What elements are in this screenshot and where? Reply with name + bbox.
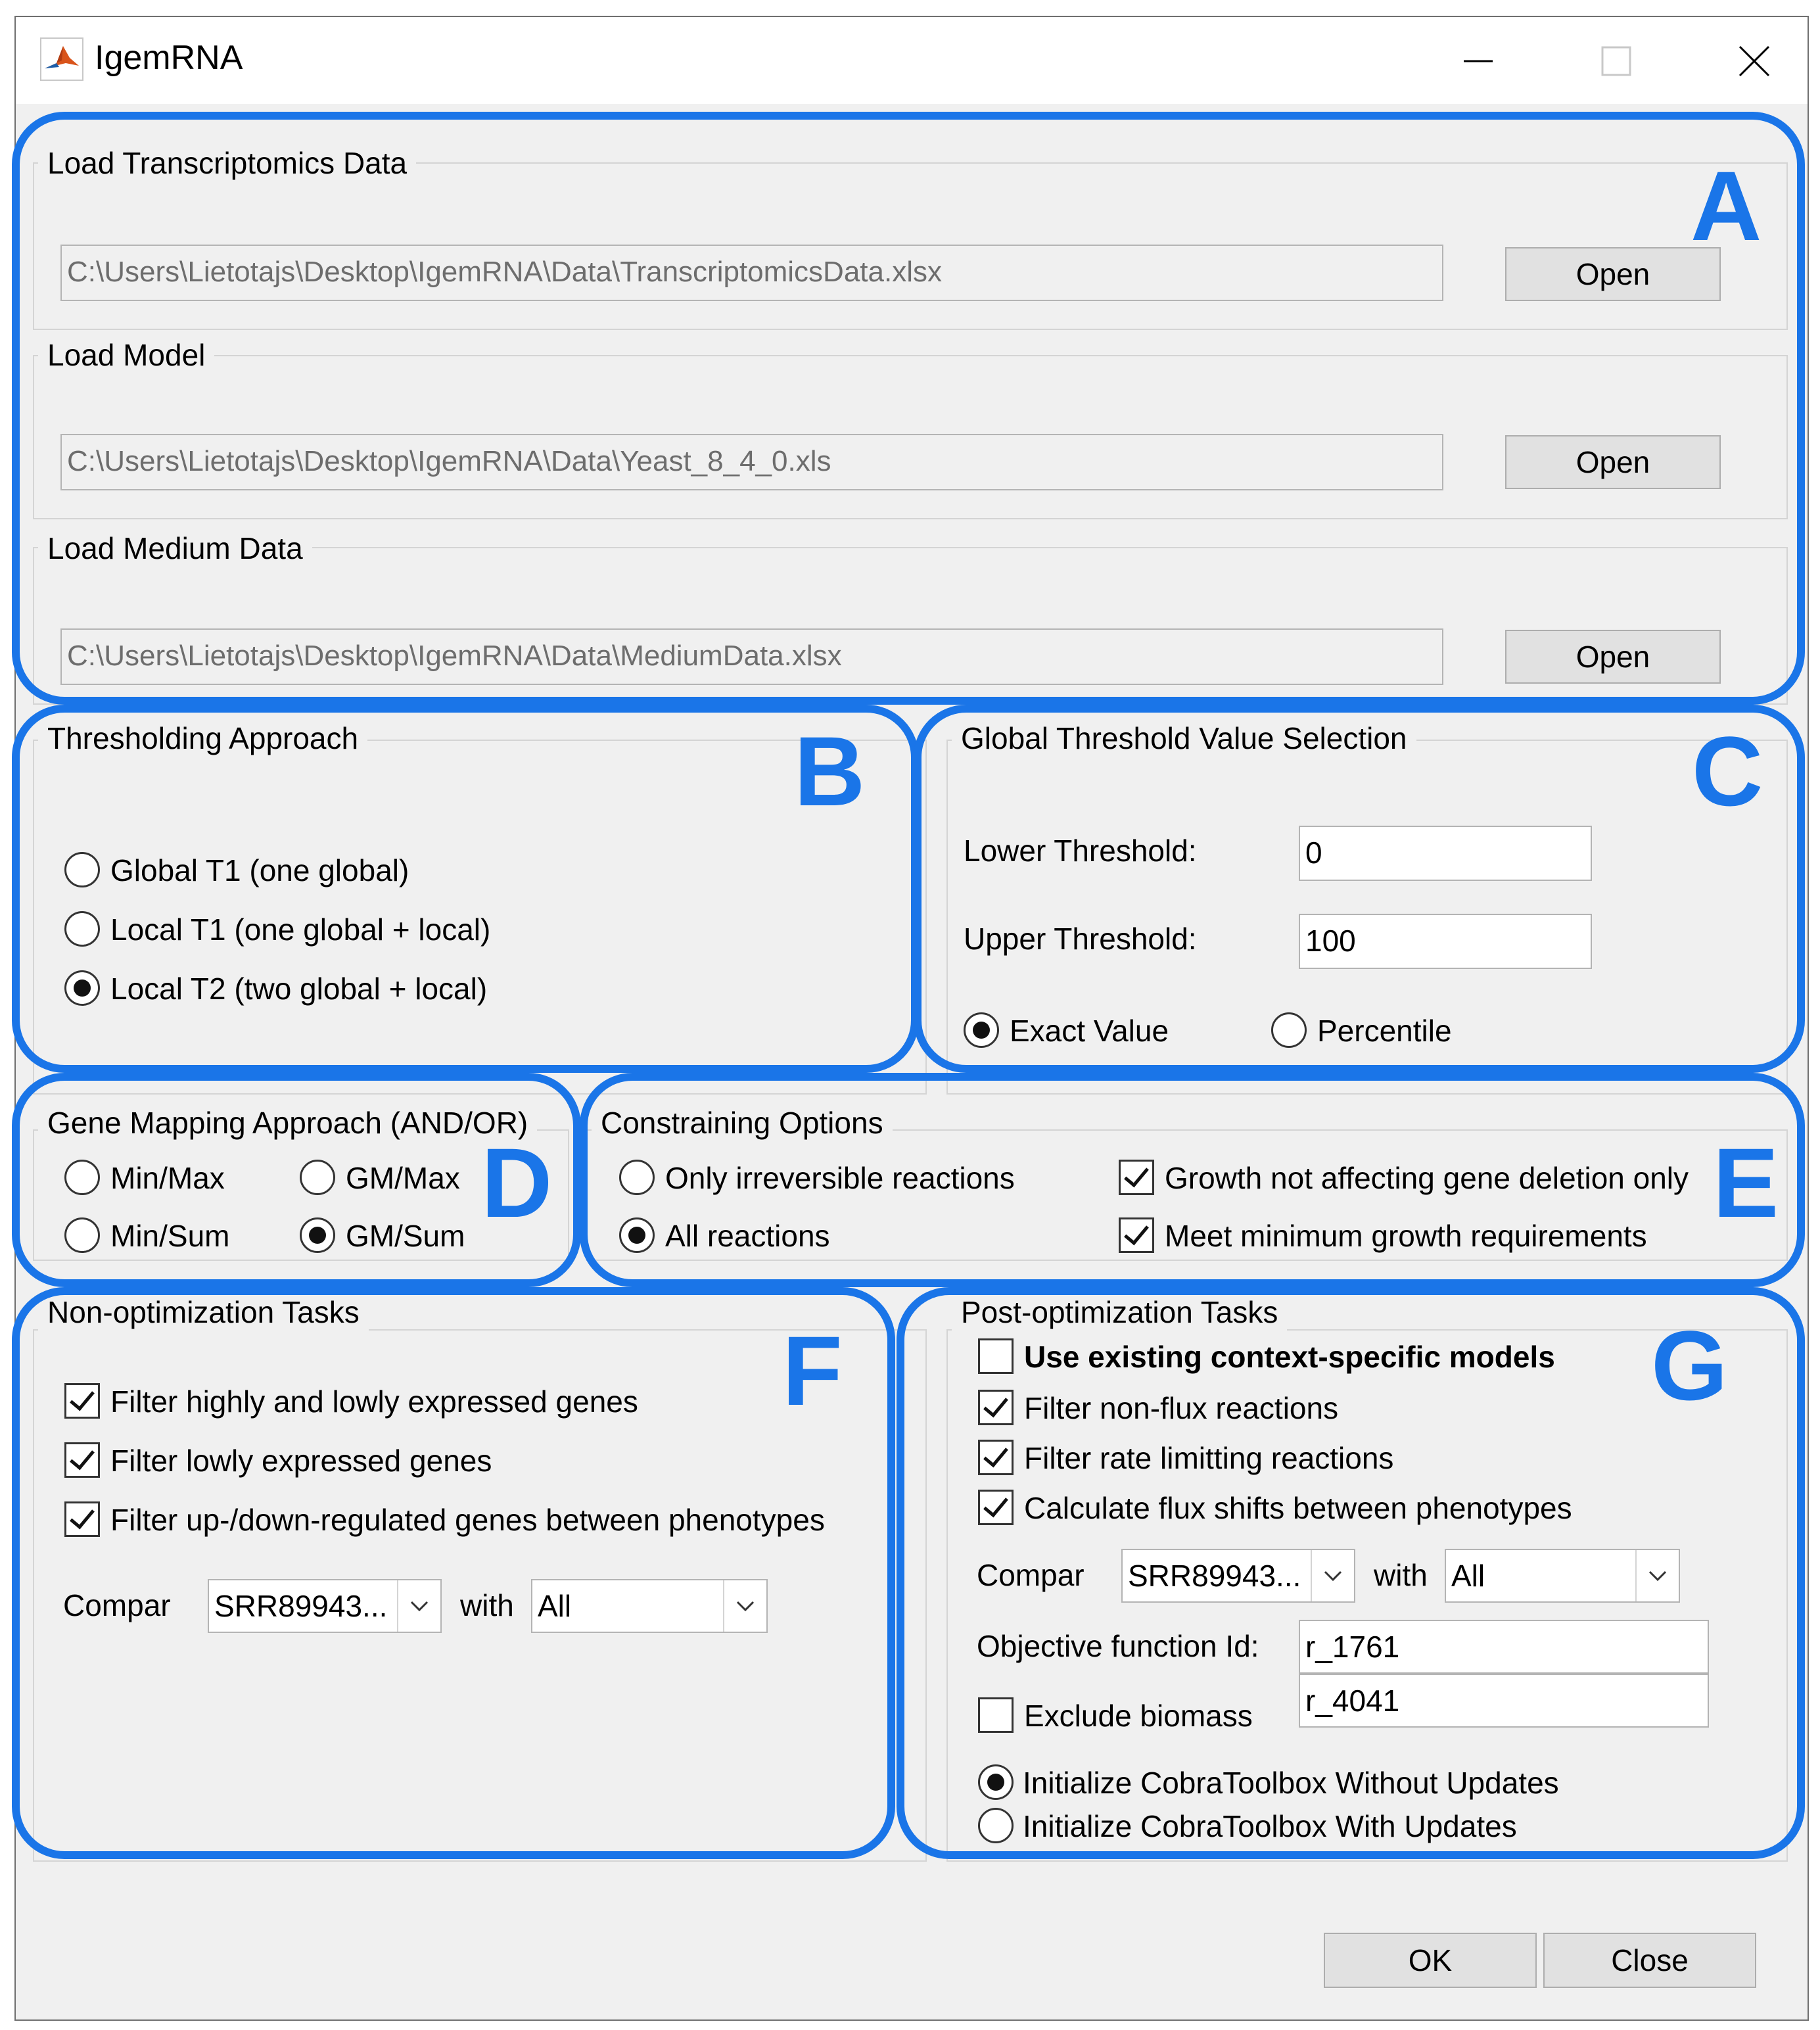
constraining-panel-title: Constraining Options — [592, 1104, 893, 1141]
annotation-letter-e: E — [1713, 1127, 1779, 1238]
minimize-icon — [1462, 45, 1494, 77]
window-title: IgemRNA — [95, 39, 243, 77]
radio-gm-max-label: GM/Max — [346, 1161, 460, 1195]
check-use-existing-models-label: Use existing context-specific models — [1024, 1340, 1555, 1374]
close-icon — [1737, 44, 1771, 78]
open-transcriptomics-button[interactable]: Open — [1505, 247, 1721, 301]
upper-threshold-label: Upper Threshold: — [964, 922, 1197, 956]
check-filter-up-down-label: Filter up-/down-regulated genes between phenotypes — [110, 1503, 825, 1537]
check-filter-highly-lowly-label: Filter highly and lowly expressed genes — [110, 1384, 638, 1419]
thresholding-panel-title: Thresholding Approach — [38, 720, 367, 757]
gene-mapping-panel-title: Gene Mapping Approach (AND/OR) — [38, 1104, 537, 1141]
annotation-outline-c — [914, 705, 1805, 1073]
annotation-letter-c: C — [1692, 716, 1763, 826]
check-meet-minimum-growth-label: Meet minimum growth requirements — [1165, 1219, 1647, 1253]
medium-panel-title: Load Medium Data — [38, 530, 312, 567]
annotation-letter-a: A — [1691, 151, 1762, 261]
post-opt-with-value: All — [1451, 1559, 1485, 1593]
radio-gm-sum-label: GM/Sum — [346, 1219, 465, 1253]
radio-global-t1-label: Global T1 (one global) — [110, 853, 409, 887]
model-path-field[interactable]: C:\Users\Lietotajs\Desktop\IgemRNA\Data\Yeast_8_4_0.xls — [60, 434, 1443, 490]
maximize-icon — [1600, 45, 1632, 77]
open-medium-button[interactable]: Open — [1505, 630, 1721, 684]
post-opt-with-label: with — [1374, 1558, 1428, 1592]
radio-local-t1-label: Local T1 (one global + local) — [110, 912, 491, 947]
lower-threshold-label: Lower Threshold: — [964, 834, 1197, 868]
minimize-button[interactable] — [1449, 32, 1508, 91]
close-window-button[interactable] — [1725, 32, 1784, 91]
annotation-outline-f — [12, 1287, 895, 1859]
ok-button[interactable]: OK — [1324, 1933, 1537, 1988]
non-opt-with-label: with — [460, 1588, 514, 1622]
maximize-button[interactable] — [1587, 32, 1646, 91]
non-opt-with-value: All — [538, 1589, 572, 1623]
check-flux-shifts-label: Calculate flux shifts between phenotypes — [1024, 1491, 1572, 1525]
radio-init-without-updates-label: Initialize CobraToolbox Without Updates — [1023, 1766, 1559, 1800]
matlab-icon — [39, 37, 84, 82]
annotation-letter-b: B — [794, 716, 866, 826]
radio-percentile-label: Percentile — [1317, 1014, 1452, 1048]
annotation-letter-f: F — [782, 1315, 843, 1426]
post-opt-compar-label: Compar — [977, 1558, 1085, 1592]
check-growth-not-affecting-label: Growth not affecting gene deletion only — [1165, 1161, 1689, 1195]
check-filter-lowly-label: Filter lowly expressed genes — [110, 1444, 492, 1478]
radio-min-sum-label: Min/Sum — [110, 1219, 230, 1253]
non-optimization-panel-title: Non-optimization Tasks — [38, 1294, 369, 1331]
annotation-letter-d: D — [481, 1127, 553, 1238]
radio-min-max-label: Min/Max — [110, 1161, 225, 1195]
non-opt-compar-value: SRR89943... — [214, 1589, 388, 1623]
radio-all-reactions-label: All reactions — [665, 1219, 830, 1253]
annotation-outline-a — [12, 112, 1805, 705]
open-model-button[interactable]: Open — [1505, 435, 1721, 489]
post-opt-compar-value: SRR89943... — [1128, 1559, 1301, 1593]
lower-threshold-input[interactable]: 0 — [1299, 826, 1592, 881]
objective-function-label: Objective function Id: — [977, 1629, 1259, 1663]
check-filter-rate-limiting-label: Filter rate limitting reactions — [1024, 1441, 1394, 1475]
transcriptomics-path-field[interactable]: C:\Users\Lietotajs\Desktop\IgemRNA\Data\TranscriptomicsData.xlsx — [60, 245, 1443, 301]
model-panel-title: Load Model — [38, 337, 214, 373]
radio-exact-value-label: Exact Value — [1010, 1014, 1169, 1048]
post-optimization-panel-title: Post-optimization Tasks — [952, 1294, 1287, 1331]
annotation-outline-b — [12, 705, 919, 1073]
title-bar — [16, 17, 1808, 104]
check-exclude-biomass-label: Exclude biomass — [1024, 1699, 1253, 1733]
objective-function-input-2[interactable]: r_4041 — [1299, 1674, 1709, 1728]
non-opt-compar-label: Compar — [63, 1588, 171, 1622]
transcriptomics-panel-title: Load Transcriptomics Data — [38, 145, 416, 181]
global-threshold-panel-title: Global Threshold Value Selection — [952, 720, 1416, 757]
radio-only-irreversible-label: Only irreversible reactions — [665, 1161, 1015, 1195]
objective-function-input-1[interactable]: r_1761 — [1299, 1620, 1709, 1674]
annotation-outline-e — [580, 1073, 1805, 1287]
close-button[interactable]: Close — [1543, 1933, 1756, 1988]
annotation-letter-g: G — [1651, 1310, 1728, 1421]
upper-threshold-input[interactable]: 100 — [1299, 914, 1592, 969]
radio-local-t2-label: Local T2 (two global + local) — [110, 972, 488, 1006]
check-filter-non-flux-label: Filter non-flux reactions — [1024, 1391, 1339, 1425]
radio-init-with-updates-label: Initialize CobraToolbox With Updates — [1023, 1809, 1517, 1843]
medium-path-field[interactable]: C:\Users\Lietotajs\Desktop\IgemRNA\Data\MediumData.xlsx — [60, 628, 1443, 685]
